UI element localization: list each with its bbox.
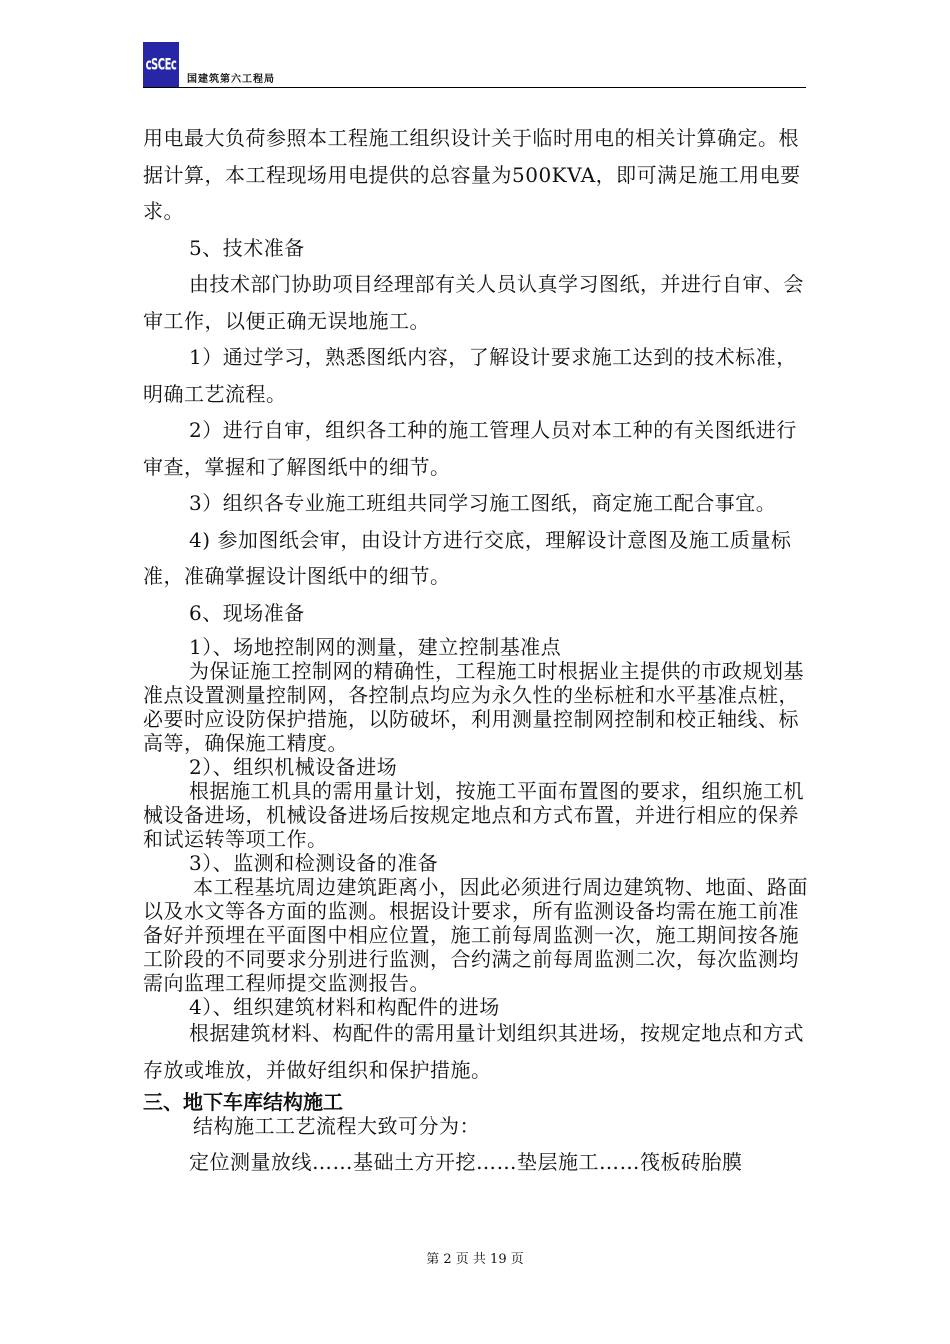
paragraph: 结构施工工艺流程大致可分为： [193, 1114, 480, 1138]
paragraph: 根据建筑材料、构配件的需用量计划组织其进场，按规定地点和方式存放或堆放，并做好组织和保护措施。 [143, 1021, 804, 1082]
page-footer: 第 2 页 共 19 页 [426, 1252, 524, 1267]
list-item: 2）、组织机械设备进场 [189, 755, 398, 779]
company-name: 国建筑第六工程局 [187, 74, 275, 85]
paragraph: 用电最大负荷参照本工程施工组织设计关于临时用电的相关计算确定。根据计算，本工程现场用电提供的总容量为500KVA，即可满足施工用电要求。 [143, 126, 801, 223]
list-item: 2）进行自审，组织各工种的施工管理人员对本工种的有关图纸进行审查，掌握和了解图纸中的细节。 [143, 418, 797, 479]
paragraph: 由技术部门协助项目经理部有关人员认真学习图纸，并进行自审、会审工作，以便正确无误地施工。 [143, 272, 804, 333]
paragraph: 定位测量放线……基础土方开挖……垫层施工……筏板砖胎膜 [189, 1150, 743, 1174]
paragraph: 本工程基坑周边建筑距离小，因此必须进行周边建筑物、地面、路面以及水文等各方面的监测。根据设计要求，所有监测设备均需在施工前准备好并预埋在平面图中相应位置，施工前每周监测一次，施工期间按各施工阶段的不同要求分别进行监测，合约满之前每周监测二次，每次监测均需向监理工程师提交监测报告。 [143, 875, 808, 995]
list-item: 4）、组织建筑材料和构配件的进场 [189, 995, 500, 1019]
header-rule [143, 87, 806, 88]
list-item: 3）组织各专业施工班组共同学习施工图纸，商定施工配合事宜。 [189, 491, 777, 515]
document-body [143, 120, 813, 1181]
company-logo [143, 42, 179, 88]
list-item: 1）、场地控制网的测量，建立控制基准点 [189, 635, 562, 659]
subheading: 6、现场准备 [189, 600, 305, 625]
paragraph: 根据施工机具的需用量计划，按施工平面布置图的要求，组织施工机械设备进场，机械设备进场后按规定地点和方式布置，并进行相应的保养和试运转等项工作。 [143, 779, 804, 851]
logo-text: cSCEc [145, 56, 177, 74]
list-item: 4) 参加图纸会审，由设计方进行交底，理解设计意图及施工质量标准，准确掌握设计图纸中的细节。 [143, 527, 792, 588]
subheading: 5、技术准备 [189, 235, 305, 260]
page-header [143, 42, 806, 90]
list-item: 1）通过学习，熟悉图纸内容，了解设计要求施工达到的技术标准，明确工艺流程。 [143, 345, 797, 406]
paragraph: 为保证施工控制网的精确性，工程施工时根据业主提供的市政规划基准点设置测量控制网，各控制点均应为永久性的坐标桩和水平基准点桩，必要时应设防保护措施，以防破坏，利用测量控制网控制和校正轴线、标高等，确保施工精度。 [143, 659, 804, 755]
section-heading: 三、地下车库结构施工 [143, 1090, 343, 1114]
list-item: 3）、监测和检测设备的准备 [189, 851, 439, 875]
